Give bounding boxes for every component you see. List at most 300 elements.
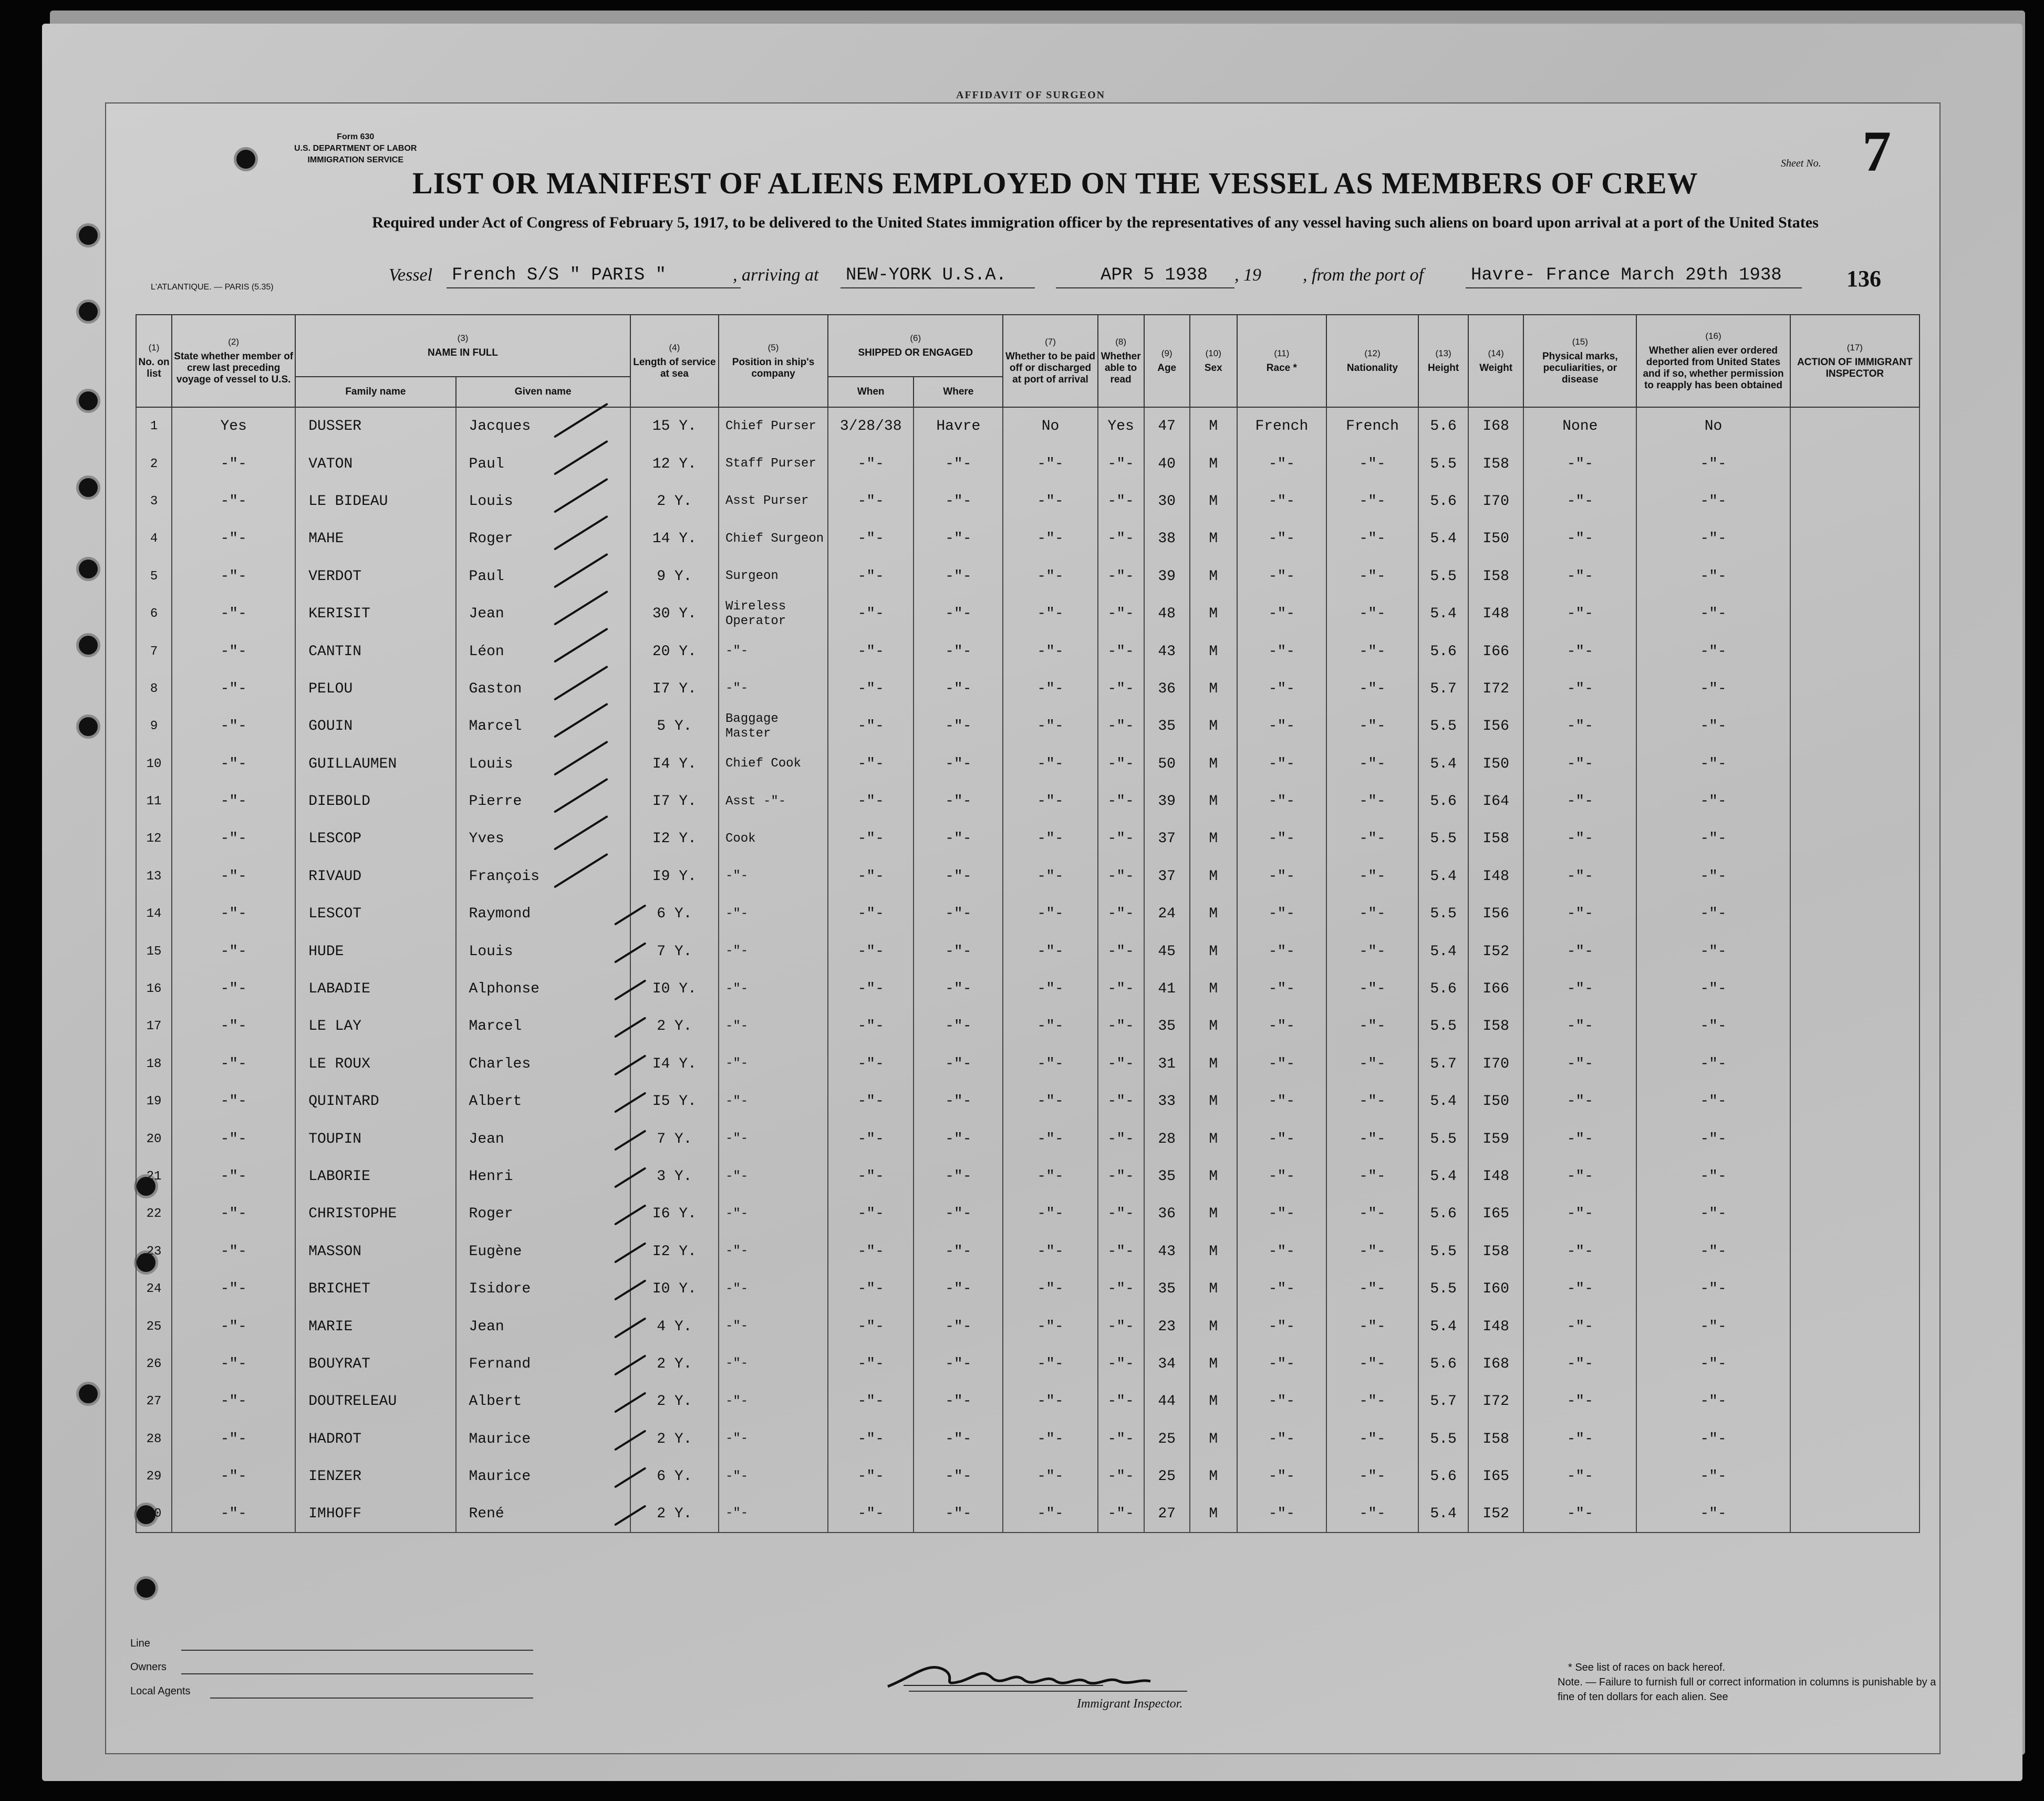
table-row: [136, 933, 1920, 970]
cell-deported: -"-: [1636, 670, 1790, 708]
cell-previous-voyage: -"-: [172, 1046, 295, 1083]
cell-physical-marks: -"-: [1523, 1158, 1636, 1195]
cell-list-no: 26: [136, 1345, 172, 1383]
cell-previous-voyage: -"-: [172, 1270, 295, 1308]
cell-weight: I65: [1468, 1195, 1523, 1233]
cell-deported: No: [1636, 407, 1790, 445]
cell-weight: I70: [1468, 1046, 1523, 1083]
cell-list-no: 14: [136, 895, 172, 933]
cell-physical-marks: -"-: [1523, 1495, 1636, 1533]
cell-deported: -"-: [1636, 558, 1790, 595]
table-row: [136, 1308, 1920, 1345]
cell-where: -"-: [914, 1195, 1003, 1233]
cell-sex: M: [1190, 708, 1237, 745]
cell-when: -"-: [828, 895, 914, 933]
cell-when: -"-: [828, 820, 914, 857]
cell-age: 31: [1144, 1046, 1190, 1083]
cell-nationality: -"-: [1326, 633, 1418, 670]
cell-family-name: LE BIDEAU: [295, 483, 455, 520]
col-header-able-to-read: (8) Whether able to read: [1098, 315, 1144, 407]
cell-family-name: KERISIT: [295, 595, 455, 633]
cell-when: -"-: [828, 1233, 914, 1270]
cell-paid-off: -"-: [1003, 595, 1097, 633]
cell-age: 43: [1144, 1233, 1190, 1270]
cell-when: -"-: [828, 1308, 914, 1345]
cell-physical-marks: None: [1523, 407, 1636, 445]
cell-sex: M: [1190, 1308, 1237, 1345]
cell-height: 5.7: [1418, 1046, 1468, 1083]
cell-able-to-read: -"-: [1098, 558, 1144, 595]
cell-given-name: Isidore: [456, 1270, 630, 1308]
cell-paid-off: -"-: [1003, 1158, 1097, 1195]
cell-when: -"-: [828, 746, 914, 783]
cell-where: -"-: [914, 933, 1003, 970]
cell-length-of-service: I0 Y.: [630, 970, 719, 1008]
cell-paid-off: -"-: [1003, 1458, 1097, 1495]
cell-position: Staff Purser: [719, 445, 828, 482]
cell-able-to-read: -"-: [1098, 1008, 1144, 1045]
cell-weight: I58: [1468, 445, 1523, 482]
cell-inspector-action: [1790, 1083, 1920, 1120]
cell-length-of-service: I4 Y.: [630, 746, 719, 783]
owners-underline: [181, 1673, 533, 1674]
cell-when: -"-: [828, 970, 914, 1008]
cell-when: -"-: [828, 1158, 914, 1195]
binder-hole: [76, 475, 100, 500]
cell-physical-marks: -"-: [1523, 858, 1636, 895]
cell-given-name: Louis: [456, 746, 630, 783]
table-row: [136, 1495, 1920, 1533]
cell-given-name: Jean: [456, 595, 630, 633]
cell-inspector-action: [1790, 783, 1920, 820]
cell-race: -"-: [1237, 633, 1326, 670]
cell-physical-marks: -"-: [1523, 483, 1636, 520]
cell-able-to-read: Yes: [1098, 407, 1144, 445]
cell-age: 47: [1144, 407, 1190, 445]
cell-age: 23: [1144, 1308, 1190, 1345]
cell-list-no: 16: [136, 970, 172, 1008]
table-row: [136, 1383, 1920, 1420]
cell-able-to-read: -"-: [1098, 595, 1144, 633]
cell-length-of-service: I2 Y.: [630, 820, 719, 857]
cell-sex: M: [1190, 820, 1237, 857]
cell-given-name: René: [456, 1495, 630, 1533]
cell-family-name: DIEBOLD: [295, 783, 455, 820]
cell-length-of-service: 14 Y.: [630, 520, 719, 557]
cell-weight: I56: [1468, 895, 1523, 933]
cell-age: 38: [1144, 520, 1190, 557]
cell-able-to-read: -"-: [1098, 1195, 1144, 1233]
cell-weight: I52: [1468, 933, 1523, 970]
cell-length-of-service: 7 Y.: [630, 1120, 719, 1157]
cell-length-of-service: I2 Y.: [630, 1233, 719, 1270]
cell-inspector-action: [1790, 1495, 1920, 1533]
cell-physical-marks: -"-: [1523, 670, 1636, 708]
cell-nationality: -"-: [1326, 746, 1418, 783]
cell-previous-voyage: -"-: [172, 858, 295, 895]
cell-height: 5.4: [1418, 1083, 1468, 1120]
table-row: [136, 1008, 1920, 1045]
cell-physical-marks: -"-: [1523, 1083, 1636, 1120]
cell-list-no: 27: [136, 1383, 172, 1420]
cell-deported: -"-: [1636, 1421, 1790, 1458]
line-label: Line: [130, 1638, 150, 1649]
cell-family-name: IMHOFF: [295, 1495, 455, 1533]
cell-previous-voyage: -"-: [172, 1195, 295, 1233]
col-header-when: When: [828, 377, 914, 407]
cell-length-of-service: 2 Y.: [630, 1345, 719, 1383]
cell-inspector-action: [1790, 933, 1920, 970]
cell-age: 36: [1144, 670, 1190, 708]
cell-previous-voyage: -"-: [172, 895, 295, 933]
cell-inspector-action: [1790, 1345, 1920, 1383]
cell-weight: I50: [1468, 520, 1523, 557]
cell-inspector-action: [1790, 820, 1920, 857]
cell-paid-off: -"-: [1003, 633, 1097, 670]
cell-sex: M: [1190, 633, 1237, 670]
cell-list-no: 24: [136, 1270, 172, 1308]
col-header-deported: (16) Whether alien ever ordered deported from United States and if so, whether permission to reapply has been obtained: [1636, 315, 1790, 407]
cell-able-to-read: -"-: [1098, 858, 1144, 895]
cell-given-name: Pierre: [456, 783, 630, 820]
cell-nationality: -"-: [1326, 970, 1418, 1008]
cell-length-of-service: 30 Y.: [630, 595, 719, 633]
cell-family-name: QUINTARD: [295, 1083, 455, 1120]
cell-able-to-read: -"-: [1098, 1458, 1144, 1495]
races-note: * See list of races on back hereof.: [1568, 1662, 1726, 1673]
cell-race: -"-: [1237, 1308, 1326, 1345]
cell-deported: -"-: [1636, 783, 1790, 820]
from-port-label: , from the port of: [1303, 265, 1424, 285]
cell-list-no: 15: [136, 933, 172, 970]
cell-given-name: Paul: [456, 558, 630, 595]
cell-race: -"-: [1237, 520, 1326, 557]
cell-able-to-read: -"-: [1098, 483, 1144, 520]
cell-list-no: 6: [136, 595, 172, 633]
cell-list-no: 29: [136, 1458, 172, 1495]
form-number: Form 630: [337, 132, 375, 141]
cell-height: 5.7: [1418, 1383, 1468, 1420]
cell-physical-marks: -"-: [1523, 1233, 1636, 1270]
cell-family-name: HADROT: [295, 1421, 455, 1458]
cell-height: 5.6: [1418, 483, 1468, 520]
cell-weight: I64: [1468, 783, 1523, 820]
cell-race: -"-: [1237, 895, 1326, 933]
cell-given-name: Yves: [456, 820, 630, 857]
cell-weight: I50: [1468, 746, 1523, 783]
cell-nationality: -"-: [1326, 1308, 1418, 1345]
cell-length-of-service: 6 Y.: [630, 895, 719, 933]
cell-previous-voyage: -"-: [172, 1345, 295, 1383]
cell-able-to-read: -"-: [1098, 1308, 1144, 1345]
cell-race: -"-: [1237, 933, 1326, 970]
cell-sex: M: [1190, 558, 1237, 595]
cell-physical-marks: -"-: [1523, 820, 1636, 857]
cell-able-to-read: -"-: [1098, 933, 1144, 970]
cell-length-of-service: I0 Y.: [630, 1270, 719, 1308]
col-header-race: (11) Race *: [1237, 315, 1326, 407]
cell-paid-off: -"-: [1003, 820, 1097, 857]
table-row: [136, 1083, 1920, 1120]
cell-list-no: 8: [136, 670, 172, 708]
binder-hole: [134, 1576, 158, 1600]
cell-list-no: 3: [136, 483, 172, 520]
cell-inspector-action: [1790, 483, 1920, 520]
cell-family-name: DOUTRELEAU: [295, 1383, 455, 1420]
cell-when: -"-: [828, 483, 914, 520]
cell-nationality: -"-: [1326, 595, 1418, 633]
cell-given-name: Louis: [456, 933, 630, 970]
cell-when: -"-: [828, 1083, 914, 1120]
cell-family-name: LE ROUX: [295, 1046, 455, 1083]
table-row: [136, 970, 1920, 1008]
cell-previous-voyage: -"-: [172, 1233, 295, 1270]
cell-list-no: 12: [136, 820, 172, 857]
cell-length-of-service: 3 Y.: [630, 1158, 719, 1195]
cell-previous-voyage: -"-: [172, 483, 295, 520]
cell-able-to-read: -"-: [1098, 1345, 1144, 1383]
cell-paid-off: -"-: [1003, 970, 1097, 1008]
cell-position: -"-: [719, 1008, 828, 1045]
cell-deported: -"-: [1636, 633, 1790, 670]
cell-height: 5.5: [1418, 1008, 1468, 1045]
cell-previous-voyage: -"-: [172, 558, 295, 595]
cell-where: -"-: [914, 633, 1003, 670]
cell-physical-marks: -"-: [1523, 1270, 1636, 1308]
cell-weight: I68: [1468, 407, 1523, 445]
cell-list-no: 23: [136, 1233, 172, 1270]
cell-position: -"-: [719, 1158, 828, 1195]
cell-family-name: TOUPIN: [295, 1120, 455, 1157]
cell-deported: -"-: [1636, 1046, 1790, 1083]
cell-physical-marks: -"-: [1523, 970, 1636, 1008]
cell-family-name: MAHE: [295, 520, 455, 557]
cell-physical-marks: -"-: [1523, 1345, 1636, 1383]
cell-sex: M: [1190, 595, 1237, 633]
cell-given-name: François: [456, 858, 630, 895]
cell-able-to-read: -"-: [1098, 1495, 1144, 1533]
cell-weight: I48: [1468, 1308, 1523, 1345]
binder-hole: [76, 715, 100, 739]
cell-race: -"-: [1237, 1270, 1326, 1308]
cell-nationality: -"-: [1326, 1046, 1418, 1083]
cell-inspector-action: [1790, 708, 1920, 745]
cell-age: 44: [1144, 1383, 1190, 1420]
cell-position: Wireless Operator: [719, 595, 828, 633]
cell-weight: I48: [1468, 1158, 1523, 1195]
cell-deported: -"-: [1636, 1383, 1790, 1420]
cell-given-name: Albert: [456, 1383, 630, 1420]
cell-length-of-service: 2 Y.: [630, 1008, 719, 1045]
cell-height: 5.6: [1418, 407, 1468, 445]
cell-where: -"-: [914, 783, 1003, 820]
cell-where: -"-: [914, 445, 1003, 482]
cell-when: -"-: [828, 1195, 914, 1233]
cell-weight: I68: [1468, 1345, 1523, 1383]
cell-deported: -"-: [1636, 1345, 1790, 1383]
cell-sex: M: [1190, 1458, 1237, 1495]
cell-age: 35: [1144, 708, 1190, 745]
cell-position: -"-: [719, 1120, 828, 1157]
cell-race: -"-: [1237, 1458, 1326, 1495]
col-header-name-in-full: (3) NAME IN FULL: [295, 315, 630, 377]
cell-previous-voyage: -"-: [172, 1495, 295, 1533]
cell-family-name: RIVAUD: [295, 858, 455, 895]
cell-where: -"-: [914, 895, 1003, 933]
cell-able-to-read: -"-: [1098, 1421, 1144, 1458]
cell-race: -"-: [1237, 445, 1326, 482]
cell-family-name: VERDOT: [295, 558, 455, 595]
cell-length-of-service: 6 Y.: [630, 1458, 719, 1495]
cell-paid-off: -"-: [1003, 1195, 1097, 1233]
cell-paid-off: -"-: [1003, 1383, 1097, 1420]
cell-inspector-action: [1790, 1458, 1920, 1495]
cell-family-name: GUILLAUMEN: [295, 746, 455, 783]
cell-family-name: DUSSER: [295, 407, 455, 445]
cell-when: -"-: [828, 708, 914, 745]
cell-inspector-action: [1790, 407, 1920, 445]
cell-physical-marks: -"-: [1523, 1046, 1636, 1083]
cell-position: Surgeon: [719, 558, 828, 595]
table-row: [136, 1120, 1920, 1157]
cell-position: -"-: [719, 858, 828, 895]
binder-hole: [76, 389, 100, 413]
cell-given-name: Léon: [456, 633, 630, 670]
cell-nationality: -"-: [1326, 708, 1418, 745]
cell-race: French: [1237, 407, 1326, 445]
cell-given-name: Raymond: [456, 895, 630, 933]
cell-weight: I60: [1468, 1270, 1523, 1308]
cell-family-name: HUDE: [295, 933, 455, 970]
cell-paid-off: -"-: [1003, 895, 1097, 933]
col-header-where: Where: [914, 377, 1003, 407]
cell-when: -"-: [828, 445, 914, 482]
cell-weight: I52: [1468, 1495, 1523, 1533]
cell-list-no: 30: [136, 1495, 172, 1533]
cell-inspector-action: [1790, 1008, 1920, 1045]
cell-age: 39: [1144, 783, 1190, 820]
cell-sex: M: [1190, 483, 1237, 520]
cell-list-no: 5: [136, 558, 172, 595]
cell-nationality: -"-: [1326, 1008, 1418, 1045]
cell-paid-off: -"-: [1003, 1495, 1097, 1533]
cell-where: -"-: [914, 520, 1003, 557]
cell-position: Asst -"-: [719, 783, 828, 820]
cell-nationality: -"-: [1326, 1233, 1418, 1270]
cell-sex: M: [1190, 1008, 1237, 1045]
cell-age: 24: [1144, 895, 1190, 933]
cell-previous-voyage: -"-: [172, 1308, 295, 1345]
cell-height: 5.6: [1418, 1458, 1468, 1495]
table-row: [136, 1158, 1920, 1195]
cell-weight: I66: [1468, 970, 1523, 1008]
cell-position: -"-: [719, 970, 828, 1008]
cell-previous-voyage: -"-: [172, 820, 295, 857]
cell-race: -"-: [1237, 1008, 1326, 1045]
cell-weight: I50: [1468, 1083, 1523, 1120]
cell-previous-voyage: -"-: [172, 1120, 295, 1157]
col-header-physical-marks: (15) Physical marks, peculiarities, or disease: [1523, 315, 1636, 407]
cell-able-to-read: -"-: [1098, 970, 1144, 1008]
table-row: [136, 520, 1920, 557]
cell-previous-voyage: -"-: [172, 520, 295, 557]
cell-previous-voyage: -"-: [172, 970, 295, 1008]
cell-where: -"-: [914, 1158, 1003, 1195]
col-header-given-name: Given name: [456, 377, 630, 407]
cell-previous-voyage: -"-: [172, 1083, 295, 1120]
cell-family-name: MASSON: [295, 1233, 455, 1270]
cell-length-of-service: 7 Y.: [630, 933, 719, 970]
cell-height: 5.6: [1418, 633, 1468, 670]
sheet-number-label: Sheet No.: [1781, 158, 1821, 169]
cell-sex: M: [1190, 1233, 1237, 1270]
cell-given-name: Gaston: [456, 670, 630, 708]
cell-deported: -"-: [1636, 520, 1790, 557]
cell-position: -"-: [719, 933, 828, 970]
table-row: [136, 746, 1920, 783]
cell-paid-off: -"-: [1003, 1308, 1097, 1345]
cell-height: 5.4: [1418, 1495, 1468, 1533]
cell-nationality: -"-: [1326, 558, 1418, 595]
cell-nationality: -"-: [1326, 1083, 1418, 1120]
cell-where: -"-: [914, 746, 1003, 783]
cell-physical-marks: -"-: [1523, 558, 1636, 595]
cell-height: 5.4: [1418, 520, 1468, 557]
cell-able-to-read: -"-: [1098, 633, 1144, 670]
cell-age: 41: [1144, 970, 1190, 1008]
cell-sex: M: [1190, 1195, 1237, 1233]
cell-age: 36: [1144, 1195, 1190, 1233]
cell-age: 28: [1144, 1120, 1190, 1157]
immigrant-inspector-label: Immigrant Inspector.: [1077, 1697, 1183, 1711]
cell-length-of-service: I7 Y.: [630, 670, 719, 708]
cell-nationality: -"-: [1326, 820, 1418, 857]
cell-when: -"-: [828, 1046, 914, 1083]
table-row: [136, 895, 1920, 933]
cell-previous-voyage: -"-: [172, 1008, 295, 1045]
cell-given-name: Fernand: [456, 1345, 630, 1383]
cell-family-name: CANTIN: [295, 633, 455, 670]
cell-height: 5.5: [1418, 1270, 1468, 1308]
cell-position: -"-: [719, 895, 828, 933]
col-header-previous-voyage: (2) State whether member of crew last preceding voyage of vessel to U.S.: [172, 315, 295, 407]
vessel-underline: [447, 287, 741, 288]
cell-where: -"-: [914, 858, 1003, 895]
col-header-nationality: (12) Nationality: [1326, 315, 1418, 407]
cell-when: -"-: [828, 1120, 914, 1157]
cell-nationality: -"-: [1326, 1158, 1418, 1195]
cell-given-name: Roger: [456, 1195, 630, 1233]
table-row: [136, 708, 1920, 745]
cell-sex: M: [1190, 1270, 1237, 1308]
sheet-number: 7: [1862, 119, 1891, 183]
cell-sex: M: [1190, 1083, 1237, 1120]
cell-length-of-service: 2 Y.: [630, 1383, 719, 1420]
table-row: [136, 1233, 1920, 1270]
cell-given-name: Jean: [456, 1120, 630, 1157]
cell-height: 5.6: [1418, 1195, 1468, 1233]
binder-hole: [76, 1382, 100, 1406]
cell-position: -"-: [719, 1345, 828, 1383]
cell-sex: M: [1190, 1421, 1237, 1458]
manifest-subtitle: Required under Act of Congress of February 5, 1917, to be delivered to the United States immigration officer by the representatives of any vessel having such aliens on board upon arrival at a port of the United States: [372, 214, 1819, 231]
cell-sex: M: [1190, 670, 1237, 708]
cell-able-to-read: -"-: [1098, 746, 1144, 783]
cell-given-name: Charles: [456, 1046, 630, 1083]
cell-able-to-read: -"-: [1098, 1233, 1144, 1270]
cell-nationality: -"-: [1326, 445, 1418, 482]
cell-family-name: GOUIN: [295, 708, 455, 745]
